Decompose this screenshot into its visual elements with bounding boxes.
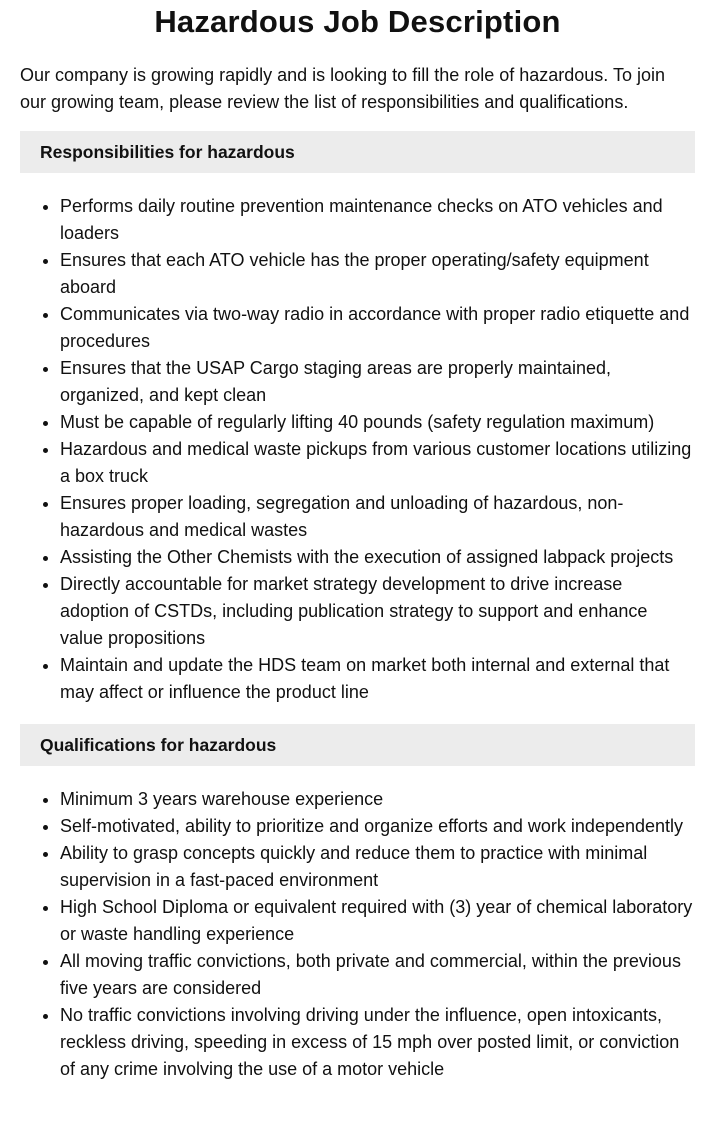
list-item: • High School Diploma or equivalent required with (3) year of chemical laboratory or waste handling experience <box>60 894 695 948</box>
responsibilities-heading: Responsibilities for hazardous <box>20 131 695 173</box>
list-item: • Assisting the Other Chemists with the execution of assigned labpack projects <box>60 544 695 571</box>
list-item: • Ensures that each ATO vehicle has the proper operating/safety equipment aboard <box>60 247 695 301</box>
list-item: • Maintain and update the HDS team on market both internal and external that may affect or influence the product line <box>60 652 695 706</box>
responsibilities-list <box>20 193 695 706</box>
qualifications-list <box>20 786 695 1083</box>
intro-paragraph: Our company is growing rapidly and is looking to fill the role of hazardous. To join our growing team, please review the list of responsibilities and qualifications. <box>20 65 666 112</box>
qualifications-heading: Qualifications for hazardous <box>20 724 695 766</box>
page-title: Hazardous Job Description <box>154 4 561 39</box>
list-item: • Hazardous and medical waste pickups from various customer locations utilizing a box truck <box>60 436 695 490</box>
list-item: • Must be capable of regularly lifting 40 pounds (safety regulation maximum) <box>60 409 695 436</box>
list-item: • All moving traffic convictions, both private and commercial, within the previous five years are considered <box>60 948 695 1002</box>
list-item: • Self-motivated, ability to prioritize and organize efforts and work independently <box>60 813 695 840</box>
list-item: • Minimum 3 years warehouse experience <box>60 786 695 813</box>
list-item: • Ensures that the USAP Cargo staging areas are properly maintained, organized, and kept clean <box>60 355 695 409</box>
list-item: • Performs daily routine prevention maintenance checks on ATO vehicles and loaders <box>60 193 695 247</box>
list-item: • No traffic convictions involving driving under the influence, open intoxicants, reckless driving, speeding in excess of 15 mph over posted limit, or conviction of any crime involving the use of a motor vehicle <box>60 1002 695 1083</box>
list-item: • Ensures proper loading, segregation and unloading of hazardous, non-hazardous and medical wastes <box>60 490 695 544</box>
list-item: • Directly accountable for market strategy development to drive increase adoption of CSTDs, including publication strategy to support and enhance value propositions <box>60 571 695 652</box>
list-item: • Ability to grasp concepts quickly and reduce them to practice with minimal supervision in a fast-paced environment <box>60 840 695 894</box>
list-item: • Communicates via two-way radio in accordance with proper radio etiquette and procedures <box>60 301 695 355</box>
